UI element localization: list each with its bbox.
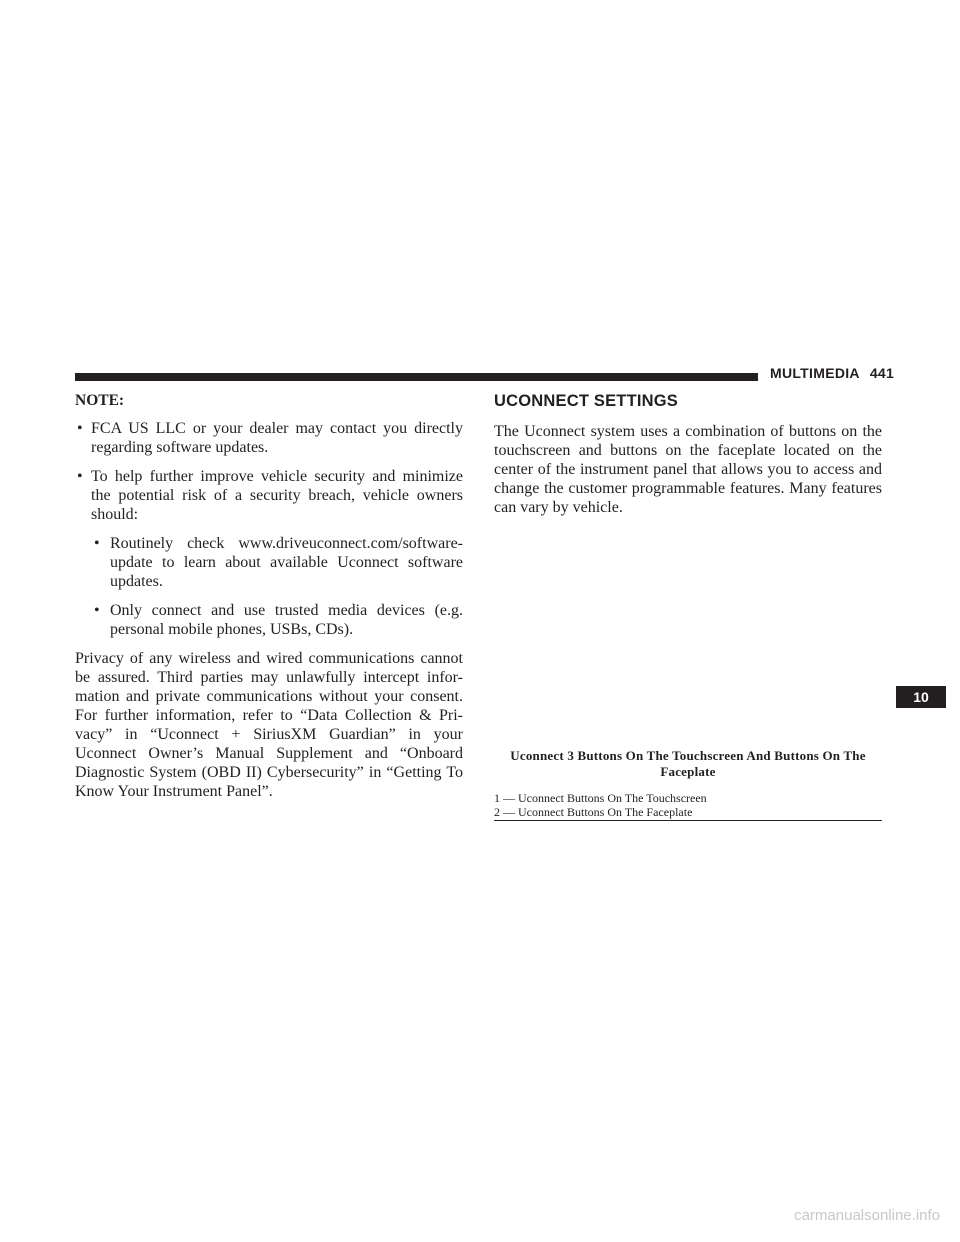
- right-column: [494, 392, 882, 517]
- figure-caption: Uconnect 3 Buttons On The Touchscreen And Buttons On The Faceplate: [510, 748, 866, 779]
- sub-bullet-item: [75, 534, 463, 591]
- privacy-paragraph: Privacy of any wireless and wired communications cannot be assured. Third parties may unlawfully intercept infor-mation and private communications without your consent. For further information, refer to “Data Collection & Pri-vacy” in “Uconnect + SiriusXM Guardian” in your Uconnect Owner’s Manual Supplement and “Onboard Diagnostic System (OBD II) Cybersecurity” in “Getting To Know Your Instrument Panel”.: [75, 650, 463, 800]
- sub-bullet-text: Routinely check www.driveuconnect.com/software-update to learn about available Uconnect software updates.: [110, 535, 463, 590]
- chapter-tab: 10: [896, 686, 946, 708]
- note-label: NOTE:: [75, 392, 125, 409]
- legend-rule: [494, 820, 882, 821]
- section-heading: UCONNECT SETTINGS: [494, 392, 678, 410]
- intro-paragraph: The Uconnect system uses a combination of buttons on the touchscreen and buttons on the faceplate located on the center of the instrument panel that allows you to access and change the customer programmable features. Many features can vary by vehicle.: [494, 423, 882, 516]
- bullet-text: To help further improve vehicle security and minimize the potential risk of a security breach, vehicle owners should:: [91, 468, 463, 523]
- bullet-icon: •: [94, 602, 100, 619]
- legend-item: 1 — Uconnect Buttons On The Touchscreen: [494, 791, 707, 805]
- page-number: 441: [869, 365, 895, 381]
- figure-image-area: [494, 520, 882, 742]
- left-column: [75, 392, 463, 801]
- bullet-text: FCA US LLC or your dealer may contact you directly regarding software updates.: [91, 420, 463, 456]
- legend-item: 2 — Uconnect Buttons On The Faceplate: [494, 805, 693, 819]
- sub-bullet-item: [75, 601, 463, 639]
- watermark: carmanualsonline.info: [794, 1207, 940, 1224]
- section-title: MULTIMEDIA: [770, 365, 860, 381]
- figure-legend: [494, 791, 882, 821]
- bullet-item: [75, 467, 463, 524]
- bullet-item: [75, 419, 463, 457]
- bullet-icon: •: [94, 535, 100, 552]
- header-rule: [75, 373, 758, 381]
- bullet-icon: •: [77, 420, 83, 437]
- sub-bullet-text: Only connect and use trusted media devices (e.g. personal mobile phones, USBs, CDs).: [110, 602, 463, 638]
- page-header: [770, 365, 894, 381]
- bullet-icon: •: [77, 468, 83, 485]
